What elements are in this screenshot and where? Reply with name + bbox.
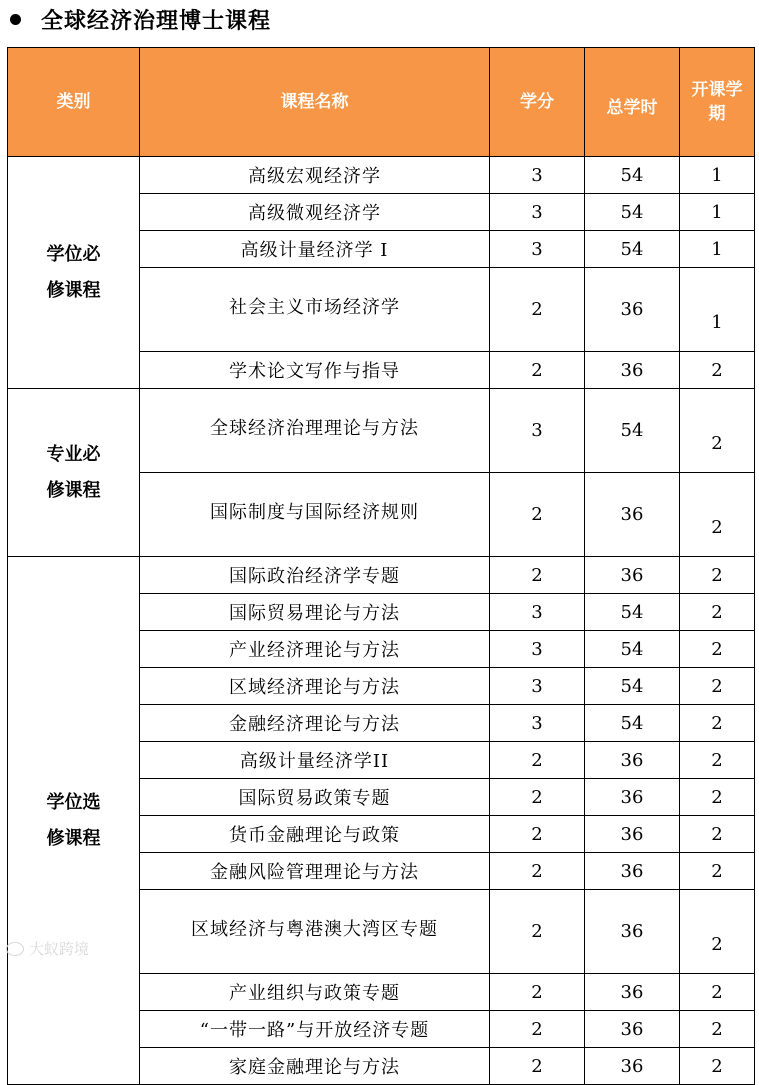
credits-cell: 2 [490,473,585,557]
term-cell: 2 [680,668,755,705]
hours-cell: 36 [585,816,680,853]
term-cell: 2 [680,853,755,890]
term-cell: 2 [680,473,755,557]
header-category: 类别 [8,48,140,157]
term-cell: 2 [680,1048,755,1085]
course-name-cell: 区域经济理论与方法 [140,668,490,705]
table-row [8,557,755,594]
term-cell: 1 [680,194,755,231]
category-line1: 学位必 [46,243,101,265]
section-title: 全球经济治理博士课程 [41,7,272,34]
category-cell [8,389,140,557]
credits-cell: 2 [490,779,585,816]
course-name-cell: 高级计量经济学 I [140,231,490,268]
hours-cell: 36 [585,1048,680,1085]
hours-cell: 54 [585,389,680,473]
hours-cell: 54 [585,194,680,231]
hours-cell: 36 [585,974,680,1011]
table-row [8,157,755,194]
hours-cell: 54 [585,231,680,268]
bullet-icon [10,14,21,25]
credits-cell: 3 [490,194,585,231]
course-name-cell: 高级计量经济学II [140,742,490,779]
section-heading [8,4,271,34]
course-name-cell: 产业经济理论与方法 [140,631,490,668]
hours-cell: 36 [585,557,680,594]
credits-cell: 3 [490,594,585,631]
term-cell: 2 [680,352,755,389]
category-line2: 修课程 [46,279,101,301]
course-name-cell: 高级宏观经济学 [140,157,490,194]
term-cell: 2 [680,631,755,668]
course-name-cell: 货币金融理论与政策 [140,816,490,853]
hours-cell: 54 [585,668,680,705]
credits-cell: 2 [490,742,585,779]
credits-cell: 3 [490,231,585,268]
watermark [6,938,89,959]
course-name-cell: 金融经济理论与方法 [140,705,490,742]
term-cell: 2 [680,742,755,779]
credits-cell: 2 [490,974,585,1011]
category-line2: 修课程 [46,827,101,849]
header-course-name: 课程名称 [140,48,490,157]
course-name-cell: 全球经济治理理论与方法 [140,389,490,473]
course-table [7,47,755,1085]
course-name-cell: 国际制度与国际经济规则 [140,473,490,557]
watermark-logo-icon [6,942,24,956]
course-name-cell: 国际贸易理论与方法 [140,594,490,631]
term-cell: 2 [680,705,755,742]
course-name-cell: “一带一路”与开放经济专题 [140,1011,490,1048]
credits-cell: 3 [490,157,585,194]
term-cell: 2 [680,890,755,974]
credits-cell: 2 [490,1011,585,1048]
hours-cell: 54 [585,631,680,668]
course-name-cell: 学术论文写作与指导 [140,352,490,389]
term-cell: 1 [680,157,755,194]
category-line1: 专业必 [46,443,101,465]
hours-cell: 54 [585,157,680,194]
hours-cell: 54 [585,705,680,742]
hours-cell: 36 [585,779,680,816]
course-name-cell: 家庭金融理论与方法 [140,1048,490,1085]
header-term [680,48,755,157]
term-cell: 1 [680,268,755,352]
hours-cell: 36 [585,1011,680,1048]
credits-cell: 2 [490,853,585,890]
category-line1: 学位选 [46,791,101,813]
term-cell: 2 [680,557,755,594]
term-cell: 1 [680,231,755,268]
credits-cell: 2 [490,268,585,352]
course-name-cell: 国际贸易政策专题 [140,779,490,816]
course-name-cell: 国际政治经济学专题 [140,557,490,594]
hours-cell: 36 [585,268,680,352]
header-credits: 学分 [490,48,585,157]
credits-cell: 2 [490,1048,585,1085]
table-row [8,389,755,473]
credits-cell: 2 [490,890,585,974]
category-cell [8,557,140,1085]
hours-cell: 54 [585,594,680,631]
table-body [8,157,755,1085]
header-term-line2: 期 [708,104,726,124]
credits-cell: 3 [490,389,585,473]
credits-cell: 2 [490,816,585,853]
course-name-cell: 高级微观经济学 [140,194,490,231]
hours-cell: 36 [585,742,680,779]
hours-cell: 36 [585,853,680,890]
credits-cell: 3 [490,668,585,705]
term-cell: 2 [680,1011,755,1048]
term-cell: 2 [680,779,755,816]
credits-cell: 3 [490,631,585,668]
term-cell: 2 [680,816,755,853]
header-term-line1: 开课学 [691,80,743,100]
course-name-cell: 产业组织与政策专题 [140,974,490,1011]
term-cell: 2 [680,974,755,1011]
course-name-cell: 区域经济与粤港澳大湾区专题 [140,890,490,974]
hours-cell: 36 [585,890,680,974]
term-cell: 2 [680,594,755,631]
term-cell: 2 [680,389,755,473]
header-hours: 总学时 [585,48,680,157]
category-line2: 修课程 [46,479,101,501]
credits-cell: 3 [490,705,585,742]
course-name-cell: 金融风险管理理论与方法 [140,853,490,890]
credits-cell: 2 [490,557,585,594]
credits-cell: 2 [490,352,585,389]
hours-cell: 36 [585,473,680,557]
watermark-text: 大蚁跨境 [29,940,90,958]
category-cell [8,157,140,389]
hours-cell: 36 [585,352,680,389]
course-name-cell: 社会主义市场经济学 [140,268,490,352]
table-header-row [8,48,755,157]
